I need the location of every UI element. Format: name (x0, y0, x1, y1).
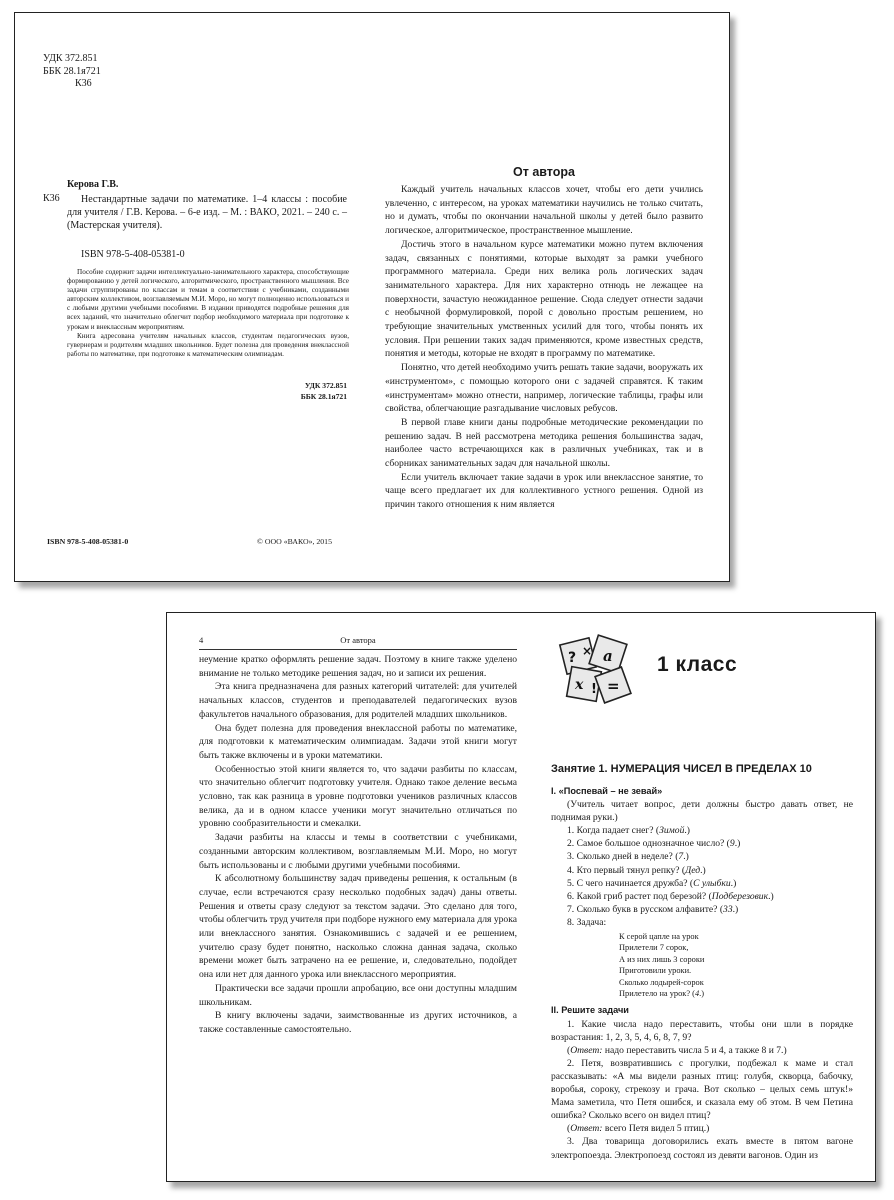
preface-paragraph: Достичь этого в начальном курсе математики можно путем включения задач, связанных с понятиями, которые выходят за рамки учебного программного материала. Среди них велика роль логических задач занимательного характера. Для них характерно отнюдь не лежащее на поверхности, зачастую неожиданное решение. Сюда следует отнести задачи с необычной формулировкой, порой с довольно простым решением, но требующие значительных умственных усилий для того, чтобы понять их условия. При решении таких задач применяются, кроме известных средств, понятия и методы, которые не входят в программу по математике. (385, 238, 703, 360)
chapter-title: 1 класс (657, 653, 738, 676)
isbn-line: ISBN 978-5-408-05381-0 (81, 249, 185, 260)
task-text: 3. Два товарища договорились ехать вместе в пятом вагоне электропоезда. Электропоезд состоял из девяти вагонов. Один из (551, 1136, 853, 1161)
section-title: II. Решите задачи (551, 1005, 629, 1016)
bibliographic-record: Нестандартные задачи по математике. 1–4 классы : пособие для учителя / Г.В. Керова. – 6-е изд. – М. : ВАКО, 2021. – 240 с. – (Мастерская учителя). (67, 194, 347, 231)
poem-line: К серой цапле на урок (619, 932, 699, 942)
question-item: 5. С чего начинается дружба? (С улыбки.) (567, 877, 737, 889)
task-answer: (Ответ: надо переставить числа 5 и 4, а также 8 и 7.) (567, 1044, 787, 1056)
isbn-bottom: ISBN 978-5-408-05381-0 (47, 537, 129, 546)
question-item: 4. Кто первый тянул репку? (Дед.) (567, 864, 706, 876)
task-answer: (Ответ: всего Петя видел 5 птиц.) (567, 1123, 710, 1135)
author-mark: К36 (75, 78, 92, 89)
x-glyph: x (575, 677, 584, 693)
book-spread-bottom (166, 612, 876, 1182)
preface-paragraph: Если учитель включает такие задачи в урок или внеклассное занятие, то чаще всего предлагает их для коллективного устного решения. Одной из причин такого отношения к ним является (385, 471, 703, 511)
equals-glyph: = (607, 677, 620, 695)
classification-right (275, 380, 347, 402)
poem-line: Прилетели 7 сорок, (619, 943, 689, 953)
preface-paragraph: неумение кратко оформлять решение задач. Поэтому в книге также уделено внимание не только методике решения задач, но и записи их решения. (199, 654, 517, 679)
preface-paragraph: В книгу включены задачи, заимствованные из других источников, а также составленные самостоятельно. (199, 1010, 517, 1035)
annotation (67, 268, 349, 359)
preface-heading: От автора (513, 165, 575, 179)
poem (551, 931, 853, 999)
classification-block (43, 53, 101, 91)
section-intro: (Учитель читает вопрос, дети должны быстро давать ответ, не поднимая руки.) (551, 799, 853, 824)
question-item: 7. Сколько букв в русском алфавите? (33.) (567, 903, 739, 915)
lesson-content (551, 785, 853, 1162)
task-text: 2. Петя, возвратившись с прогулки, подбежал к маме и стал рассказывать: «А мы видели разных птиц: голубя, скворца, бабочку, воробья, сороку, стрекозу и грача. Вот сколько – целых семь штук!» Мама заметила, что Петя ошибся, и сказала ему об этом. В чем Петина ошибка? Сколько всего он видел птиц? (551, 1057, 853, 1122)
preface-paragraph: Задачи разбиты на классы и темы в соответствии с учебниками, созданными авторским коллективом, возглавляемым М.И. Моро, но могут быть использованы и с любыми другими учебными пособиями. (199, 832, 517, 871)
preface-paragraph: Особенностью этой книги является то, что задачи разбиты по классам, что значительно облегчит подготовку учителя. Однако такое деление весьма условно, так как разница в уровне подготовки учеников различных классов велика, да и в одном классе ученики могут значительно отличаться по уровню сообразительности и смекалки. (199, 763, 517, 830)
lesson-title: Занятие 1. НУМЕРАЦИЯ ЧИСЕЛ В ПРЕДЕЛАХ 10 (551, 763, 812, 775)
annotation-paragraph: Книга адресована учителям начальных классов, студентам педагогических вузов, гувернерам и родителям младших школьников. Будет полезна для проведения внеклассной работы по математике, при подготовке к математическим олимпиадам. (67, 331, 349, 358)
question-item: 8. Задача: (567, 916, 607, 928)
bbk-code-right: ББК 28.1я721 (300, 392, 347, 401)
udk-code-right: УДК 372.851 (304, 381, 347, 390)
preface-paragraph: Она будет полезна для проведения внеклассной работы по математике, для подготовки к математическим олимпиадам. Задачи этой книги могут быть также включены и в уроки математики. (199, 722, 517, 761)
questions-list (551, 824, 853, 929)
header-rule (199, 649, 517, 650)
preface-paragraph: Практически все задачи прошли апробацию, все они доступны младшим школьникам. (199, 982, 517, 1008)
author-name: Керова Г.В. (67, 179, 119, 190)
section-title: I. «Поспевай – не зевай» (551, 786, 663, 796)
book-spread-top (14, 12, 730, 582)
poem-line: Сколько лодырей-сорок (619, 977, 704, 987)
preface-paragraph: Понятно, что детей необходимо учить решать такие задачи, вооружать их «инструментом», с помощью которого они с задачей справятся. К таким «инструментам» можно отнести, например, логические таблицы, графы или свойства, облегчающие разгадывание числовых ребусов. (385, 362, 703, 415)
annotation-paragraph: Пособие содержит задачи интеллектуально-занимательного характера, способствующие формированию у детей логического, алгоритмического, пространственного мышления. Все задачи сгруппированы по классам и темам в соответствии с учебниками, созданными авторским коллективом, возглавляемым М.И. Моро, но могут полноценно использоваться и с любыми другими учебными пособиями. В издании приводятся подробные решения для всех заданий, что значительно облегчит подбор необходимого материала при подготовке к урокам и внеклассным мероприятиям. (67, 268, 349, 331)
bbk-code: ББК 28.1я721 (43, 65, 101, 77)
udk-code: УДК 372.851 (43, 53, 98, 64)
poem-line: Прилетело на урок? (4.) (619, 989, 705, 999)
preface-paragraph: Каждый учитель начальных классов хочет, чтобы его дети учились увлеченно, с интересом, на уроках математики научились не только считать, но и думать, чтобы по окончании начальной школы у детей было развито логическое, алгоритмическое, пространственное мышление. (385, 184, 703, 237)
question-item: 1. Когда падает снег? (Зимой.) (567, 825, 690, 837)
preface-continuation (199, 653, 517, 1037)
question-item: 2. Самое большое однозначное число? (9.) (567, 838, 741, 850)
preface-paragraph: Эта книга предназначена для разных категорий читателей: для учителей начальных классов, студентов и преподавателей педагогических вузов факультетов начального образования, для родителей младших школьников. (199, 681, 517, 720)
times-glyph: × (582, 644, 593, 658)
poem-line: А из них лишь 3 сороки (619, 954, 705, 964)
question-glyph: ? (568, 650, 577, 666)
author-mark-side: К36 (43, 193, 60, 204)
preface-paragraph: В первой главе книги даны подробные методические рекомендации по решению задач. В ней рассмотрена методика решения большинства задач, наиболее часто встречающихся как в различных учебниках, так и в сборниках занимательных задач для начальной школы. (385, 416, 703, 470)
preface-text (385, 183, 703, 512)
page-number: 4 (199, 635, 204, 645)
a-glyph: a (603, 647, 613, 665)
running-head: От автора (340, 635, 376, 645)
math-symbols-logo (553, 633, 645, 707)
poem-line: Приготовили уроки. (619, 966, 692, 976)
task-text: 1. Какие числа надо переставить, чтобы они шли в порядке возрастания: 1, 2, 3, 5, 4, 6, 8, 7, 9? (551, 1018, 853, 1043)
question-item: 3. Сколько дней в неделе? (7.) (567, 851, 689, 863)
question-item: 6. Какой гриб растет под березой? (Подберезовик.) (567, 890, 774, 902)
exclamation-glyph: ! (591, 682, 597, 697)
preface-paragraph: К абсолютному большинству задач приведены решения, к остальным (в случае, если встречаются сразу несколько подобных задач) даны ответы. Решения и ответы сразу следуют за текстом задачи. Это сделано для того, чтобы облегчить труд учителя при подборе нужного ему материала для урока или внеклассного занятия. Ознакомившись с задачей и ее решением, учителю сразу будет понятно, насколько сложна данная задача, сколько времени может быть затрачено на ее решение, и, следовательно, подойдет она или нет для данного урока или внеклассного мероприятия. (199, 873, 517, 981)
copyright-line: © ООО «ВАКО», 2015 (257, 537, 332, 546)
